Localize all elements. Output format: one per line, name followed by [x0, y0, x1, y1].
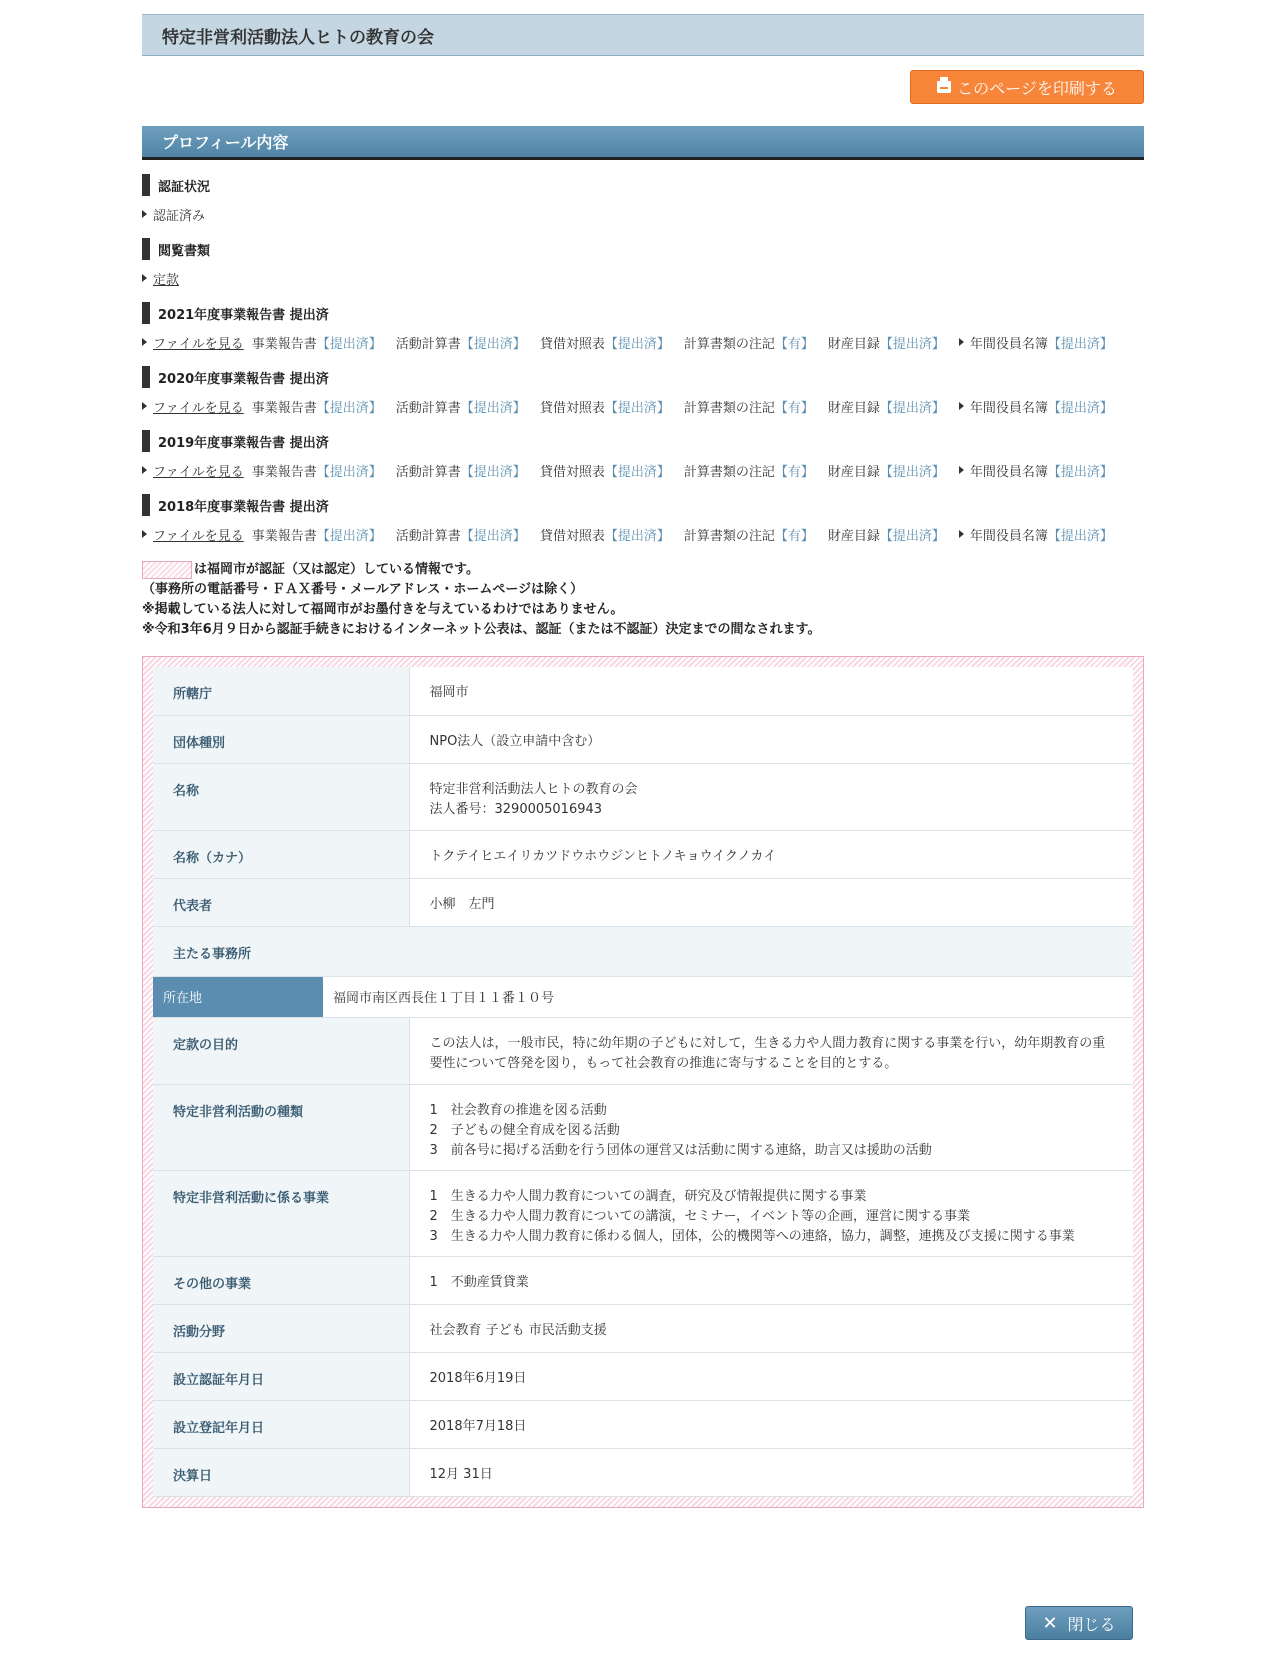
- report-item-status: 【提出済】: [604, 528, 670, 544]
- bullet-arrow-icon: [142, 274, 147, 282]
- report-item-label: 年間役員名簿: [969, 528, 1048, 544]
- articles-link[interactable]: 定款: [153, 272, 180, 288]
- report-item-label: 貸借対照表: [539, 336, 605, 352]
- report-item-label: 事業報告書: [251, 528, 317, 544]
- row-key: 設立登記年月日: [153, 1400, 409, 1448]
- bullet-arrow-icon: [142, 210, 147, 218]
- report-item-status: 【有】: [774, 336, 814, 352]
- report-item-status: 【提出済】: [604, 464, 670, 480]
- notice-line: （事務所の電話番号・ＦＡＸ番号・メールアドレス・ホームページは除く）: [142, 582, 584, 597]
- table-row: [153, 830, 1133, 878]
- print-button-label: このページを印刷する: [957, 78, 1117, 98]
- report-item-status: 【有】: [774, 528, 814, 544]
- detail-panel: [142, 656, 1144, 1508]
- report-item-status: 【提出済】: [460, 464, 526, 480]
- row-key: 決算日: [153, 1448, 409, 1496]
- row-key: 特定非営利活動の種類: [153, 1084, 409, 1170]
- table-row: [153, 1256, 1133, 1304]
- report-item-status: 【提出済】: [879, 400, 945, 416]
- row-key: その他の事業: [153, 1256, 409, 1304]
- report-item-label: 貸借対照表: [539, 464, 605, 480]
- list-item: 1 生きる力や人間力教育についての調査，研究及び情報提供に関する事業: [429, 1188, 867, 1204]
- report-item-status: 【提出済】: [1047, 400, 1113, 416]
- report-heading: 2020年度事業報告書 提出済: [142, 366, 1144, 388]
- report-item-status: 【提出済】: [1047, 336, 1113, 352]
- row-value: [409, 1084, 1133, 1170]
- row-key: 所轄庁: [153, 667, 409, 715]
- cert-heading: 認証状況: [142, 174, 1144, 196]
- row-key: 活動分野: [153, 1304, 409, 1352]
- row-value: この法人は，一般市民，特に幼年期の子どもに対して，生きる力や人間力教育に関する事業を行い，幼年期教育の重要性について啓発を図り，もって社会教育の推進に寄与することを目的とする。: [409, 1017, 1133, 1084]
- office-location-key: 所在地: [153, 977, 323, 1017]
- report-block-2018: [142, 494, 1144, 544]
- table-row: [153, 1448, 1133, 1496]
- report-item-label: 財産目録: [827, 464, 880, 480]
- report-item-label: 活動計算書: [395, 528, 461, 544]
- bullet-arrow-icon: [959, 402, 964, 410]
- report-item-status: 【有】: [774, 464, 814, 480]
- table-row: [153, 1352, 1133, 1400]
- table-row: [153, 763, 1133, 830]
- row-value: [409, 763, 1133, 830]
- profile-section-header: プロフィール内容: [142, 126, 1144, 160]
- office-row: [153, 926, 1133, 1017]
- close-button-label: 閉じる: [1067, 1614, 1116, 1634]
- page: [142, 14, 1144, 1508]
- office-heading: 主たる事務所: [153, 927, 1133, 977]
- report-item-status: 【提出済】: [460, 336, 526, 352]
- cert-status: 認証済み: [153, 208, 206, 224]
- notice-line: ※令和3年6月９日から認証手続きにおけるインターネット公表は、認証（または不認証）決定までの間なされます。: [142, 622, 821, 637]
- report-item-label: 活動計算書: [395, 336, 461, 352]
- row-value: トクテイヒエイリカツドウホウジンヒトノキョウイクノカイ: [409, 830, 1133, 878]
- notice-line: [142, 560, 1144, 580]
- table-row: [153, 1170, 1133, 1256]
- report-item-status: 【提出済】: [316, 528, 382, 544]
- table-row: [153, 715, 1133, 763]
- list-item: 1 社会教育の推進を図る活動: [429, 1102, 607, 1118]
- report-item-label: 財産目録: [827, 528, 880, 544]
- row-key: 名称: [153, 763, 409, 830]
- row-key: 名称（カナ）: [153, 830, 409, 878]
- view-file-link[interactable]: ファイルを見る: [153, 336, 244, 352]
- notice-line-text: は福岡市が認証（又は認定）している情報です。: [194, 562, 479, 577]
- list-item: 2 子どもの健全育成を図る活動: [429, 1122, 620, 1138]
- report-item-status: 【提出済】: [316, 336, 382, 352]
- page-title: 特定非営利活動法人ヒトの教育の会: [162, 27, 434, 48]
- name-value: 特定非営利活動法人ヒトの教育の会: [429, 781, 638, 797]
- report-item-label: 年間役員名簿: [969, 336, 1048, 352]
- report-item-label: 事業報告書: [251, 336, 317, 352]
- docs-line: [142, 268, 1144, 288]
- list-item: 2 生きる力や人間力教育についての講演，セミナー，イベント等の企画，運営に関する事業: [429, 1208, 970, 1224]
- report-block-2020: [142, 366, 1144, 416]
- row-value: 福岡市: [409, 667, 1133, 715]
- report-item-label: 年間役員名簿: [969, 464, 1048, 480]
- table-row: [153, 667, 1133, 715]
- row-value: 2018年6月19日: [409, 1352, 1133, 1400]
- row-key: 設立認証年月日: [153, 1352, 409, 1400]
- report-line: [142, 332, 1144, 352]
- report-block-2019: [142, 430, 1144, 480]
- close-button[interactable]: [1025, 1606, 1133, 1640]
- report-item-label: 財産目録: [827, 400, 880, 416]
- corporate-number: 法人番号：3290005016943: [429, 801, 603, 817]
- bullet-arrow-icon: [142, 466, 147, 474]
- report-item-label: 活動計算書: [395, 400, 461, 416]
- report-item-status: 【提出済】: [879, 528, 945, 544]
- report-item-status: 【提出済】: [879, 336, 945, 352]
- row-value: 小柳 左門: [409, 878, 1133, 926]
- report-item-status: 【提出済】: [316, 400, 382, 416]
- report-line: [142, 524, 1144, 544]
- report-item-label: 財産目録: [827, 336, 880, 352]
- row-key: 団体種別: [153, 715, 409, 763]
- table-row: [153, 1400, 1133, 1448]
- bullet-arrow-icon: [959, 530, 964, 538]
- row-key: 代表者: [153, 878, 409, 926]
- docs-heading: 閲覧書類: [142, 238, 1144, 260]
- report-item-status: 【有】: [774, 400, 814, 416]
- row-value: 2018年7月18日: [409, 1400, 1133, 1448]
- view-file-link[interactable]: ファイルを見る: [153, 400, 244, 416]
- office-location-value: 福岡市南区西長住１丁目１１番１０号: [333, 991, 555, 1006]
- report-block-2021: [142, 302, 1144, 352]
- report-item-status: 【提出済】: [604, 400, 670, 416]
- row-value: 社会教育 子ども 市民活動支援: [409, 1304, 1133, 1352]
- row-value: 12月 31日: [409, 1448, 1133, 1496]
- row-key: 定款の目的: [153, 1017, 409, 1084]
- report-item-status: 【提出済】: [604, 336, 670, 352]
- print-button[interactable]: [910, 70, 1144, 104]
- office-location-line: [153, 977, 1133, 1017]
- report-item-status: 【提出済】: [1047, 528, 1113, 544]
- bullet-arrow-icon: [142, 530, 147, 538]
- table-row: [153, 1017, 1133, 1084]
- close-icon: ✕: [1042, 1612, 1058, 1634]
- notice: [142, 560, 1144, 640]
- view-file-link[interactable]: ファイルを見る: [153, 464, 244, 480]
- report-item-label: 貸借対照表: [539, 528, 605, 544]
- report-item-label: 事業報告書: [251, 464, 317, 480]
- row-value: NPO法人（設立申請中含む）: [409, 715, 1133, 763]
- bullet-arrow-icon: [142, 338, 147, 346]
- table-row: [153, 878, 1133, 926]
- print-row: [142, 56, 1144, 126]
- report-heading: 2021年度事業報告書 提出済: [142, 302, 1144, 324]
- report-line: [142, 396, 1144, 416]
- table-row: [153, 1304, 1133, 1352]
- report-item-label: 年間役員名簿: [969, 400, 1048, 416]
- office-cell: [153, 926, 1133, 1017]
- report-line: [142, 460, 1144, 480]
- row-key: 特定非営利活動に係る事業: [153, 1170, 409, 1256]
- title-bar: [142, 14, 1144, 56]
- report-item-status: 【提出済】: [879, 464, 945, 480]
- report-item-label: 計算書類の注記: [683, 528, 775, 544]
- detail-table: [153, 667, 1133, 1497]
- row-value: 1 不動産賃貸業: [409, 1256, 1133, 1304]
- report-heading: 2018年度事業報告書 提出済: [142, 494, 1144, 516]
- report-item-status: 【提出済】: [460, 400, 526, 416]
- report-item-label: 活動計算書: [395, 464, 461, 480]
- report-item-status: 【提出済】: [1047, 464, 1113, 480]
- bullet-arrow-icon: [959, 466, 964, 474]
- list-item: 3 生きる力や人間力教育に係わる個人，団体，公的機関等への連絡，協力，調整，連携及び支援に関する事業: [429, 1228, 1075, 1244]
- bullet-arrow-icon: [142, 402, 147, 410]
- report-heading: 2019年度事業報告書 提出済: [142, 430, 1144, 452]
- report-item-label: 計算書類の注記: [683, 336, 775, 352]
- notice-line: ※掲載している法人に対して福岡市がお墨付きを与えているわけではありません。: [142, 602, 624, 617]
- report-item-label: 事業報告書: [251, 400, 317, 416]
- bullet-arrow-icon: [959, 338, 964, 346]
- report-item-status: 【提出済】: [316, 464, 382, 480]
- report-item-status: 【提出済】: [460, 528, 526, 544]
- printer-icon: [937, 81, 951, 93]
- table-row: [153, 1084, 1133, 1170]
- report-item-label: 貸借対照表: [539, 400, 605, 416]
- cert-status-line: [142, 204, 1144, 224]
- report-item-label: 計算書類の注記: [683, 400, 775, 416]
- highlight-legend-swatch: [142, 561, 192, 579]
- view-file-link[interactable]: ファイルを見る: [153, 528, 244, 544]
- row-value: [409, 1170, 1133, 1256]
- report-item-label: 計算書類の注記: [683, 464, 775, 480]
- list-item: 3 前各号に掲げる活動を行う団体の運営又は活動に関する連絡，助言又は援助の活動: [429, 1142, 932, 1158]
